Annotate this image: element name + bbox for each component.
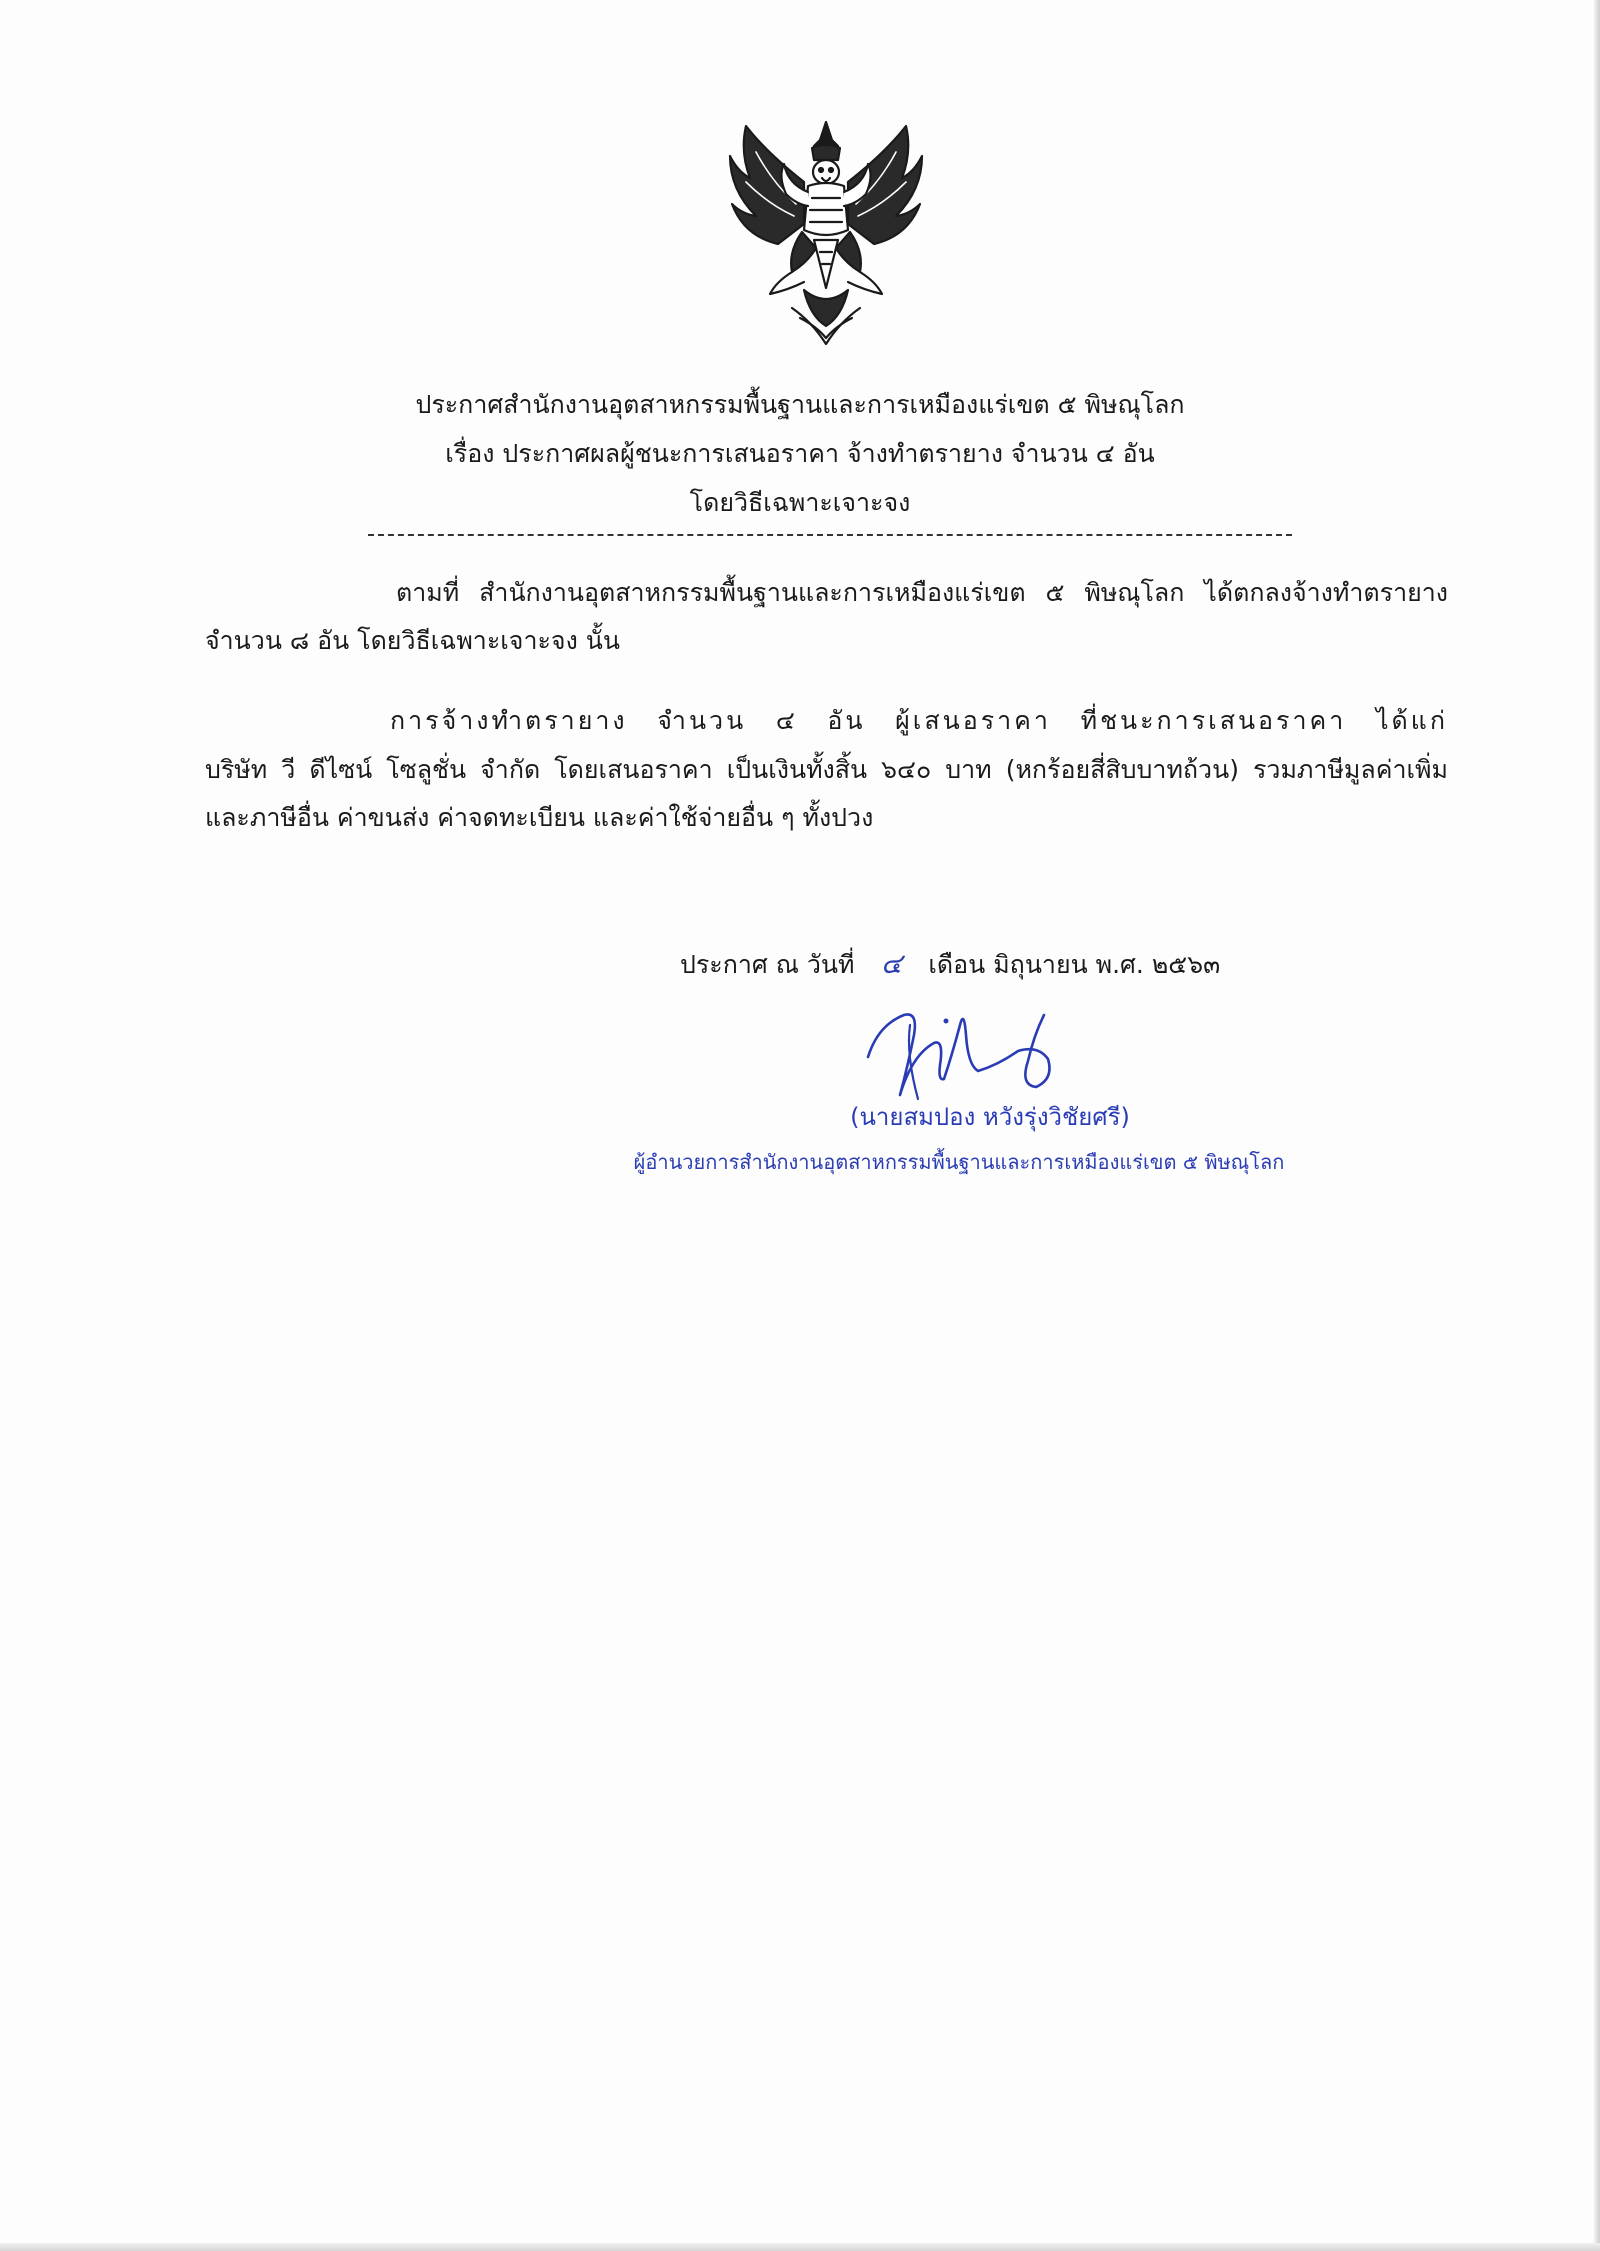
date-suffix: เดือน มิถุนายน พ.ศ. ๒๕๖๓ <box>928 950 1221 979</box>
paragraph-1-line-2: จำนวน ๘ อัน โดยวิธีเฉพาะเจาะจง นั้น <box>205 626 620 655</box>
announcement-heading: ประกาศสำนักงานอุตสาหกรรมพื้นฐานและการเหมืองแร่เขต ๕ พิษณุโลก <box>415 390 1185 419</box>
garuda-emblem <box>716 112 936 352</box>
paragraph-1-line-1: ตามที่ สำนักงานอุตสาหกรรมพื้นฐานและการเหมืองแร่เขต ๕ พิษณุโลก ได้ตกลงจ้างทำตรายาง <box>396 578 1448 607</box>
signer-name: (นายสมปอง หวังรุ่งวิชัยศรี) <box>850 1103 1130 1131</box>
scan-edge-bottom <box>0 2243 1600 2251</box>
signer-title: ผู้อำนวยการสำนักงานอุตสาหกรรมพื้นฐานและการเหมืองแร่เขต ๕ พิษณุโลก <box>633 1150 1285 1174</box>
paragraph-2-line-1: การจ้างทำตรายาง จำนวน ๔ อัน ผู้เสนอราคา ที่ชนะการเสนอราคา ได้แก่ <box>390 706 1448 735</box>
procurement-method: โดยวิธีเฉพาะเจาะจง <box>689 488 911 517</box>
scan-edge-right <box>1594 0 1600 2251</box>
paragraph-2-line-2: บริษัท วี ดีไซน์ โซลูชั่น จำกัด โดยเสนอราคา เป็นเงินทั้งสิ้น ๖๔๐ บาท (หกร้อยสี่สิบบาทถ้วน) รวมภาษีมูลค่าเพิ่ม <box>205 755 1448 784</box>
handwritten-signature <box>848 995 1088 1105</box>
header-divider <box>368 534 1292 536</box>
announcement-date <box>680 947 1220 982</box>
date-day-handwritten: ๔ <box>880 947 903 980</box>
announcement-subject: เรื่อง ประกาศผลผู้ชนะการเสนอราคา จ้างทำตรายาง จำนวน ๔ อัน <box>445 439 1155 468</box>
date-prefix: ประกาศ ณ วันที่ <box>680 950 855 979</box>
paragraph-2-line-3: และภาษีอื่น ค่าขนส่ง ค่าจดทะเบียน และค่าใช้จ่ายอื่น ๆ ทั้งปวง <box>205 803 874 832</box>
